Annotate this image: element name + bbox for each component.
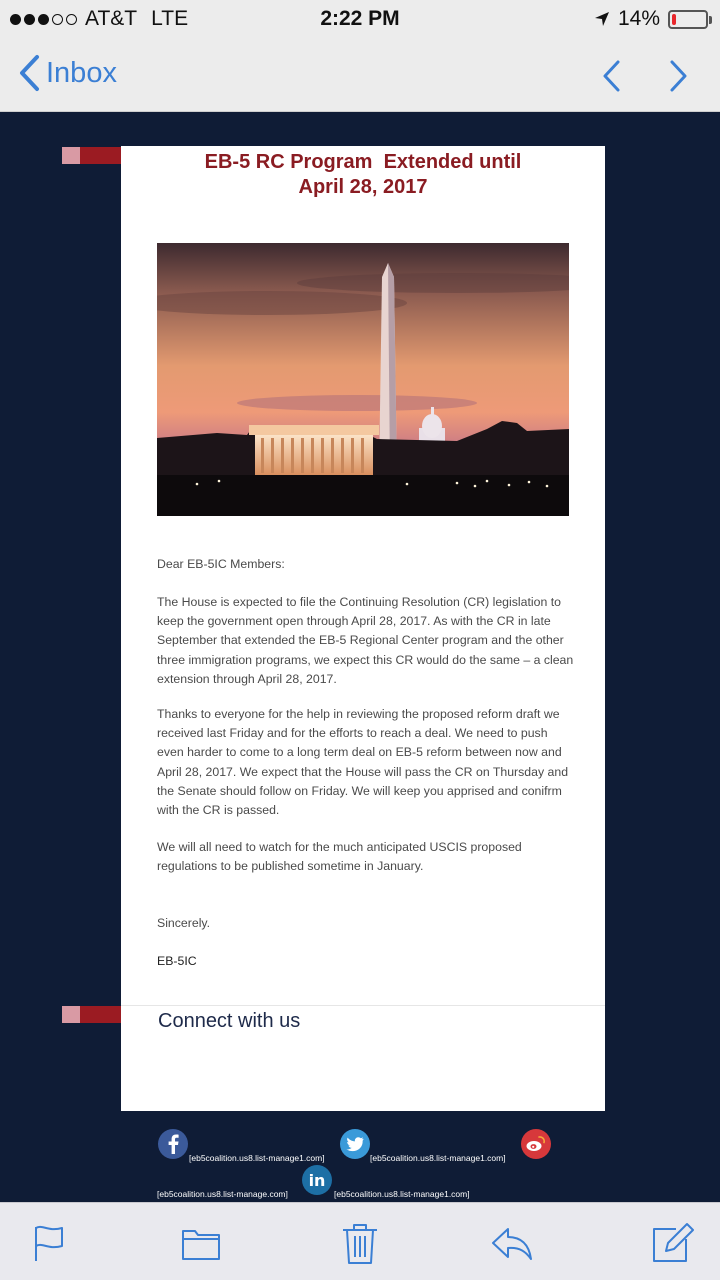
compose-button[interactable]	[650, 1221, 694, 1265]
facebook-link[interactable]: [eb5coalition.us8.list-manage1.com]	[189, 1153, 325, 1163]
clock: 2:22 PM	[320, 7, 400, 30]
divider	[121, 1005, 605, 1006]
body-paragraph-1: The House is expected to file the Continuing Resolution (CR) legislation to keep the government open through April 28, 2017. As with the CR in late September that extended the EB-5 Regional Center program and the other three immigration programs, we expect this CR would do the same – a clean extension through April 28, 2017.	[157, 595, 574, 686]
linkedin-link[interactable]: [eb5coalition.us8.list-manage1.com]	[334, 1189, 470, 1199]
flag-button[interactable]	[27, 1221, 71, 1265]
compose-icon	[650, 1221, 694, 1265]
carrier-name: AT&T	[85, 7, 138, 30]
reply-icon	[490, 1221, 534, 1265]
decorative-stripe	[62, 1006, 121, 1023]
facebook-icon[interactable]	[158, 1129, 188, 1159]
newsletter-title	[121, 150, 605, 200]
next-message-button[interactable]	[660, 56, 696, 96]
trash-icon	[338, 1221, 382, 1265]
closing: Sincerely.	[157, 916, 211, 930]
battery-percent: 14%	[617, 7, 660, 30]
network-type: LTE	[151, 7, 189, 30]
bottom-toolbar	[0, 1202, 720, 1280]
title-line-2: April 28, 2017	[298, 176, 428, 198]
email-body[interactable]	[0, 112, 720, 1202]
status-right	[594, 7, 708, 31]
twitter-link[interactable]: [eb5coalition.us8.list-manage1.com]	[370, 1153, 506, 1163]
reply-button[interactable]	[490, 1221, 534, 1265]
flag-icon	[27, 1221, 71, 1265]
status-bar	[0, 0, 720, 38]
chevron-right-icon	[660, 56, 696, 96]
body-paragraph-2: Thanks to everyone for the help in reviewing the proposed reform draft we received last Friday and for the efforts to reach a deal. We need to push even harder to come to a long term deal on EB-5 reform between now and April 28, 2017. We expect that the House will pass the CR on Thursday and the Senate should follow on Friday. We will keep you apprised and conifrm with the CR is passed.	[157, 707, 569, 818]
greeting: Dear EB-5IC Members:	[157, 557, 285, 571]
decorative-stripe	[62, 147, 121, 164]
move-to-folder-button[interactable]	[179, 1221, 223, 1265]
connect-heading: Connect with us	[158, 1010, 301, 1032]
signature: EB-5IC	[157, 954, 197, 968]
chevron-left-icon	[18, 54, 40, 92]
weibo-icon[interactable]	[521, 1129, 551, 1159]
linkedin-icon[interactable]	[302, 1165, 332, 1195]
previous-message-button[interactable]	[594, 56, 630, 96]
linkedin-glyph: in	[308, 1170, 326, 1190]
battery-level	[672, 14, 676, 25]
back-label: Inbox	[46, 56, 117, 89]
newsletter-card	[121, 146, 605, 1111]
mail-nav-bar	[0, 38, 720, 112]
back-to-inbox-button[interactable]	[18, 54, 117, 92]
delete-button[interactable]	[338, 1221, 382, 1265]
title-line-1: EB-5 RC Program Extended until	[204, 151, 522, 173]
washington-monument-photo	[157, 243, 569, 516]
folder-icon	[179, 1221, 223, 1265]
twitter-icon[interactable]	[340, 1129, 370, 1159]
battery-icon	[668, 10, 708, 29]
body-paragraph-3: We will all need to watch for the much anticipated USCIS proposed regulations to be published sometime in January.	[157, 840, 522, 874]
chevron-left-icon	[594, 56, 630, 96]
weibo-link[interactable]: [eb5coalition.us8.list-manage.com]	[157, 1189, 288, 1199]
location-arrow-icon	[594, 11, 610, 27]
